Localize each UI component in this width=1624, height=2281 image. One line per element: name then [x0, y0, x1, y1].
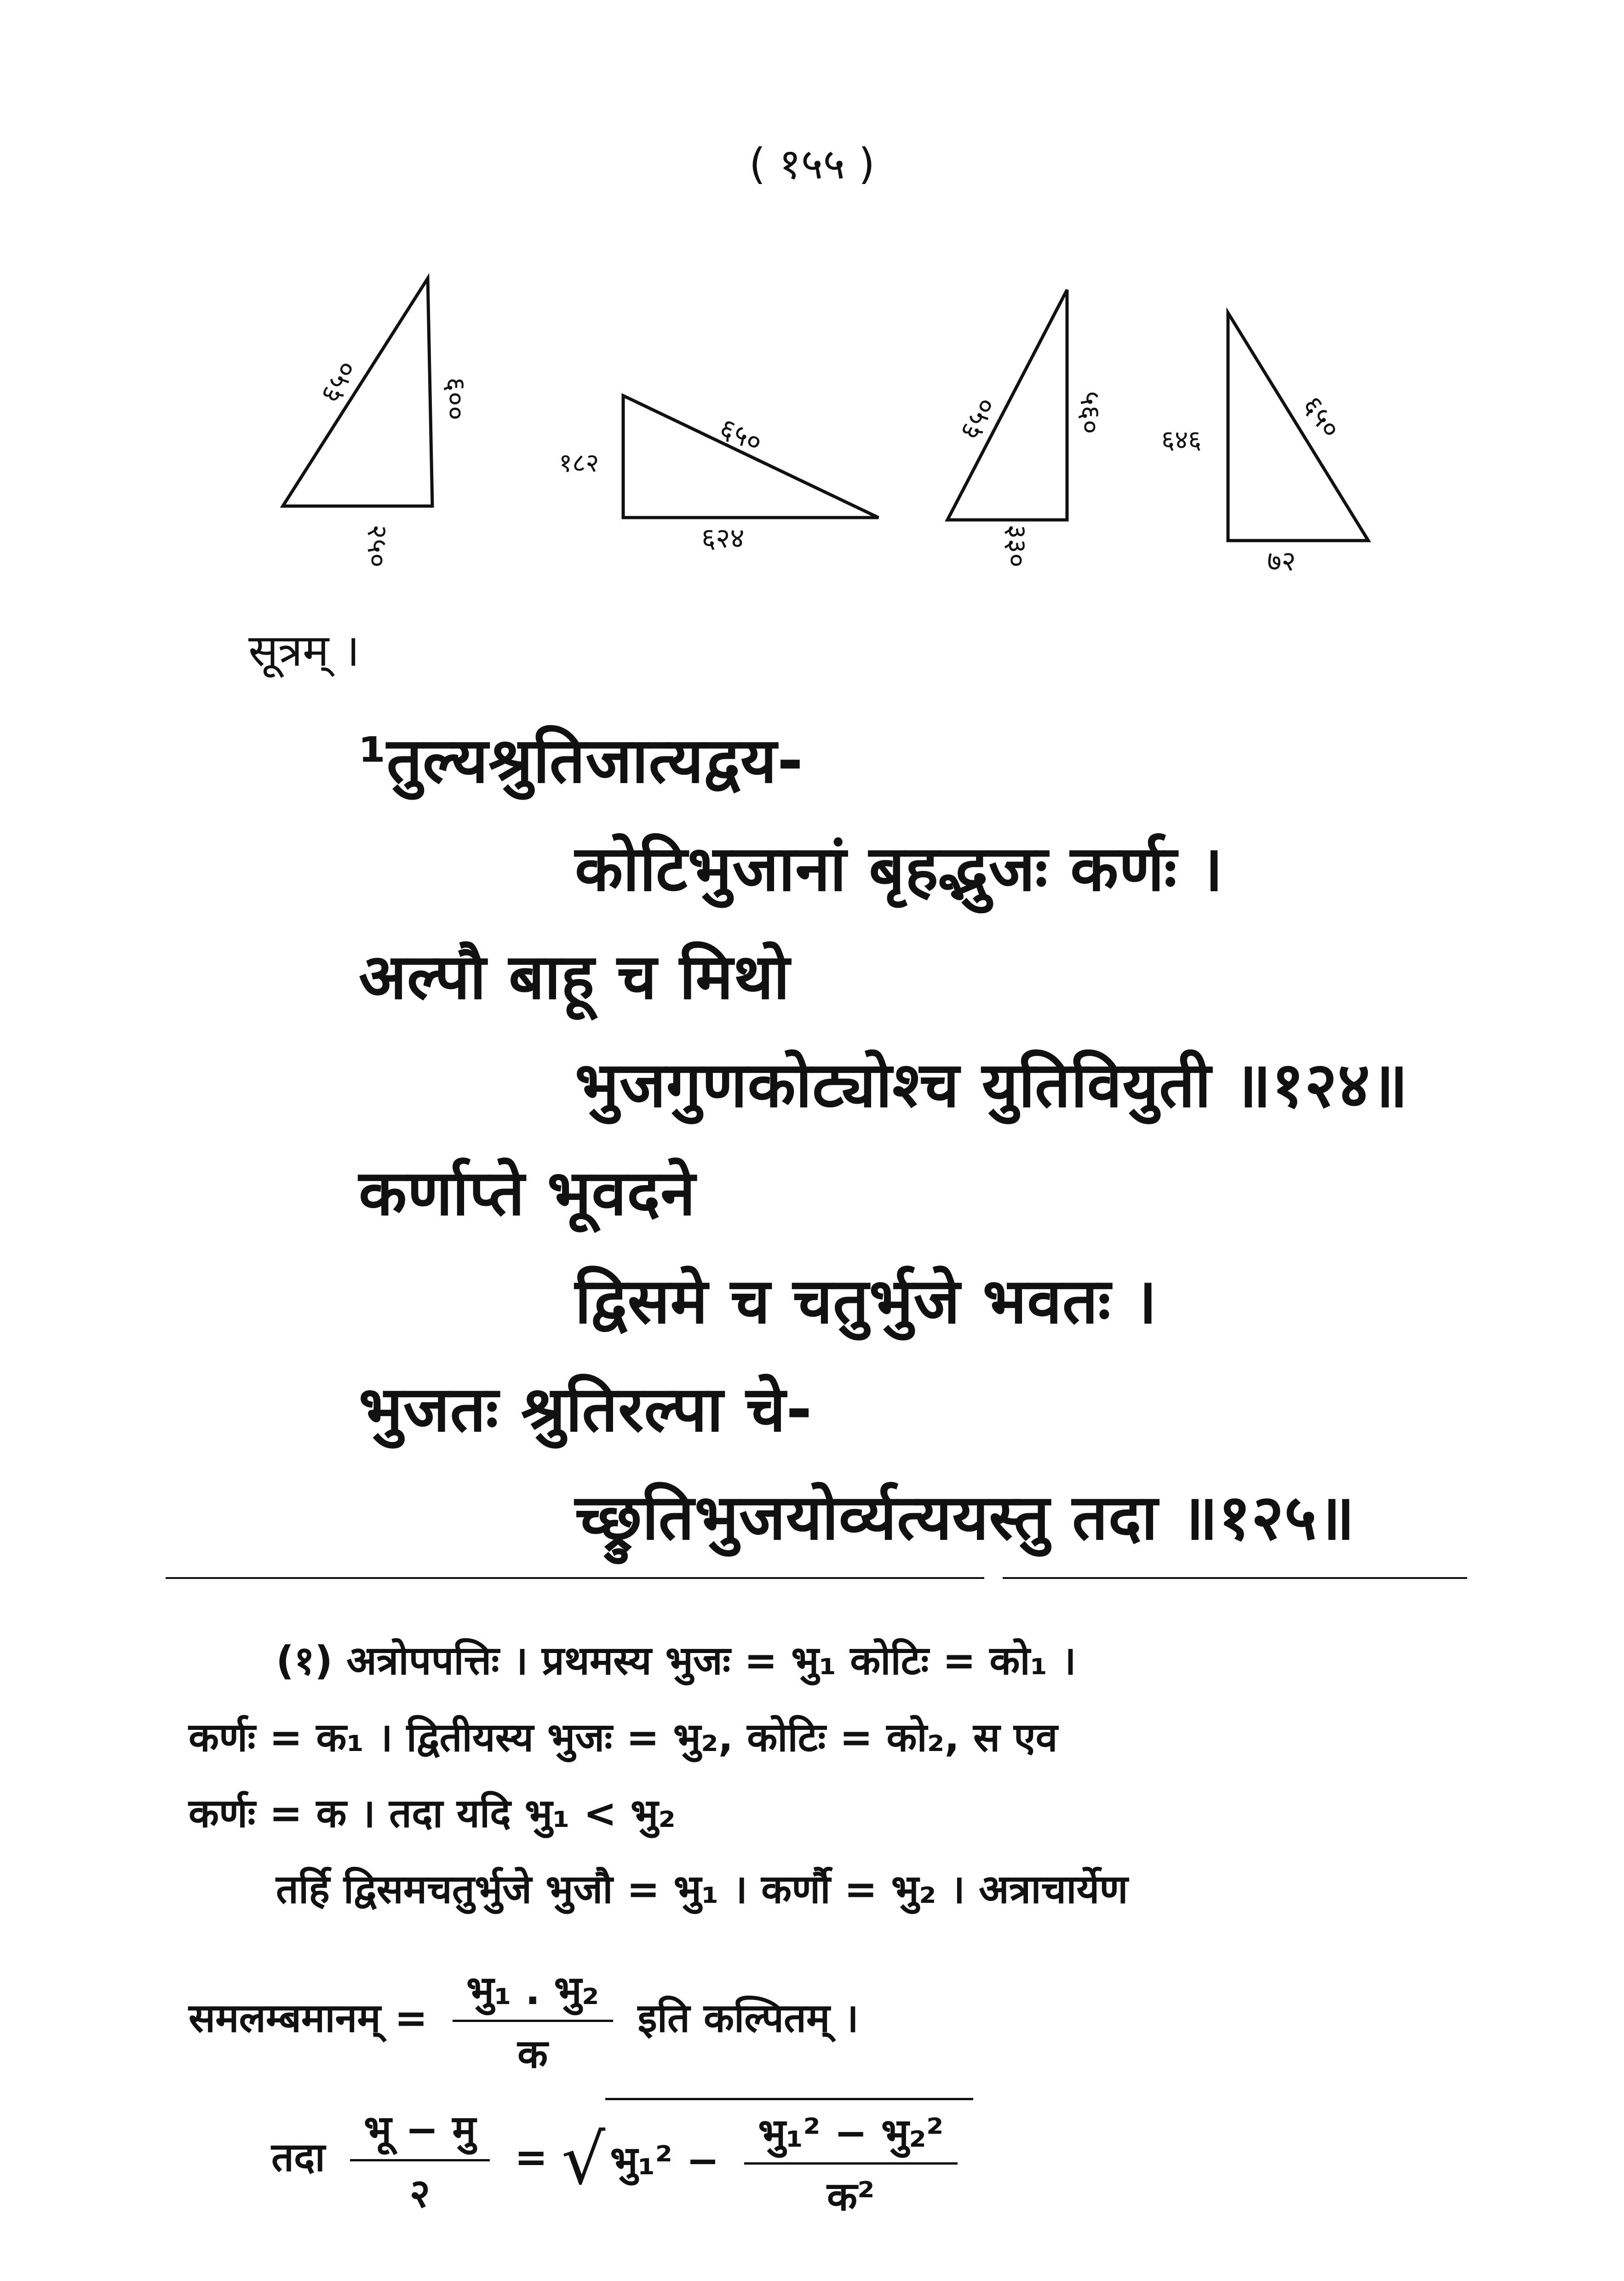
verse-line: कोटिभुजानां बृहद्भुजः कर्णः ।: [575, 833, 1224, 905]
triangle-3-hypotenuse-label: ६५०: [953, 392, 1003, 445]
footnote-formula-line: [189, 1962, 859, 2079]
radicand-fraction: [744, 2105, 958, 2222]
triangle-2-hypotenuse-label: ६५०: [714, 412, 768, 460]
fraction-numerator: भू − मु: [350, 2102, 490, 2161]
triangle-4-vertical-label: ६४६: [1161, 425, 1202, 455]
triangle-2: [559, 396, 878, 554]
formula-fraction: [453, 1962, 613, 2079]
triangle-3-base-label: ३३०: [1000, 524, 1033, 568]
triangle-2-vertical-label: १८२: [559, 448, 599, 478]
triangle-2-base-label: ६२४: [701, 522, 745, 554]
sutra-heading: सूत्रम् ।: [248, 625, 360, 676]
equation-left-fraction: [350, 2102, 490, 2219]
triangle-1: [283, 278, 471, 568]
triangle-4-hypotenuse-label: ६५०: [1296, 390, 1347, 444]
triangle-4: [1161, 313, 1368, 577]
footnote-line: कर्णः = क₁ । द्वितीयस्य भुजः = भु₂, कोटिः = को₂, स एव: [189, 1715, 1058, 1761]
verse-line: ¹तुल्यश्रुतिजात्यद्वय-: [359, 725, 804, 797]
footnote-equation-line: [271, 2098, 973, 2222]
triangle-1-base-label: २५०: [361, 524, 393, 568]
fraction-numerator: भु₁² − भु₂²: [744, 2105, 958, 2165]
footnote-line: कर्णः = क । तदा यदि भु₁ < भु₂: [189, 1791, 676, 1837]
verse-line: कर्णाप्ते भूवदने: [359, 1157, 696, 1230]
verse-line: भुजगुणकोट्योश्च युतिवियुती ॥१२४॥: [575, 1049, 1409, 1122]
fraction-denominator: क: [517, 2031, 548, 2077]
page-number: ( १५५ ): [749, 139, 875, 189]
verse-line: च्छ्रुतिभुजयोर्व्यत्ययस्तु तदा ॥१२५॥: [575, 1481, 1355, 1554]
radicand-term: भु₁² −: [610, 2137, 720, 2184]
equation-prefix: तदा: [271, 2134, 325, 2181]
triangle-3: [947, 290, 1106, 568]
radicand: [605, 2098, 973, 2222]
footnote-divider-right: [1003, 1577, 1467, 1579]
footnote-line: (१) अत्रोपपत्तिः । प्रथमस्य भुजः = भु₁ कोटिः = को₁ ।: [276, 1638, 1076, 1684]
fraction-denominator: क²: [826, 2174, 875, 2220]
verse-line: भुजतः श्रुतिरल्पा चे-: [359, 1373, 813, 1446]
triangle-3-vertical-label: ५६०: [1074, 391, 1106, 434]
fraction-denominator: २: [409, 2170, 430, 2217]
equals-sign: =: [514, 2134, 548, 2181]
triangle-diagrams: [0, 0, 1624, 598]
triangle-1-vertical-label: ६००: [439, 377, 471, 420]
formula-prefix: समलम्बमानम् =: [189, 1995, 428, 2041]
fraction-numerator: भु₁ . भु₂: [453, 1962, 613, 2022]
square-root-icon: √: [561, 2120, 606, 2200]
footnote-divider-left: [166, 1577, 984, 1579]
triangle-1-hypotenuse-label: ६५०: [314, 355, 363, 409]
triangle-4-base-label: ७२: [1267, 545, 1296, 577]
verse-line: अल्पौ बाहू च मिथो: [359, 941, 790, 1014]
footnote-line: तर्हि द्विसमचतुर्भुजे भुजौ = भु₁ । कर्णौ = भु₂ । अत्राचार्येण: [276, 1866, 1128, 1912]
formula-suffix: इति कल्पितम् ।: [637, 1995, 859, 2041]
verse-line: द्विसमे च चतुर्भुजे भवतः ।: [575, 1265, 1158, 1338]
